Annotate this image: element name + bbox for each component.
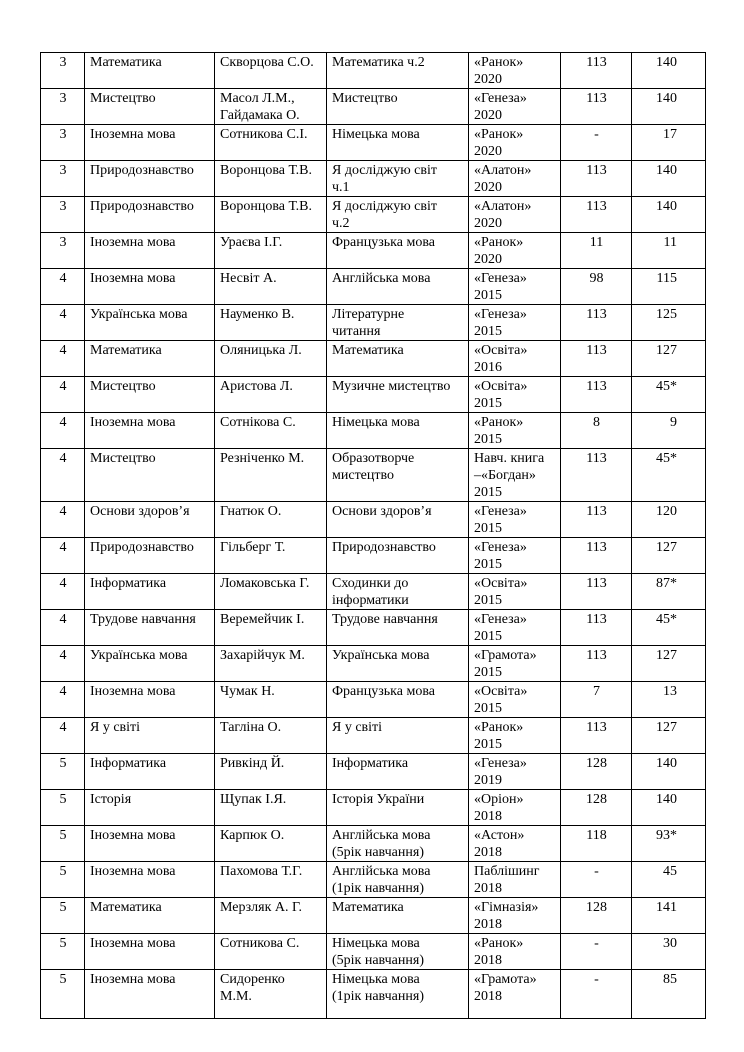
count2-cell: 127 [632, 341, 706, 377]
title-cell: Трудове навчання [327, 610, 469, 646]
grade-cell: 5 [41, 898, 85, 934]
count2-cell: 141 [632, 898, 706, 934]
grade-cell: 5 [41, 934, 85, 970]
subject-cell: Іноземна мова [85, 970, 215, 1019]
count2-cell: 45* [632, 610, 706, 646]
count2-cell: 140 [632, 197, 706, 233]
count1-cell: 98 [561, 269, 632, 305]
count1-cell: 113 [561, 610, 632, 646]
count2-cell: 127 [632, 718, 706, 754]
grade-cell: 4 [41, 574, 85, 610]
title-cell: Французька мова [327, 233, 469, 269]
grade-cell: 4 [41, 538, 85, 574]
publisher-cell: «Освіта» 2015 [469, 682, 561, 718]
author-cell: Сотнікова С. [215, 413, 327, 449]
title-cell: Німецька мова (5рік навчання) [327, 934, 469, 970]
subject-cell: Математика [85, 898, 215, 934]
publisher-cell: «Ранок» 2015 [469, 413, 561, 449]
title-cell: Музичне мистецтво [327, 377, 469, 413]
subject-cell: Мистецтво [85, 449, 215, 502]
count2-cell: 30 [632, 934, 706, 970]
publisher-cell: «Генеза» 2015 [469, 269, 561, 305]
author-cell: Резніченко М. [215, 449, 327, 502]
count1-cell: 128 [561, 754, 632, 790]
table-row [41, 125, 706, 161]
count2-cell: 115 [632, 269, 706, 305]
publisher-cell: «Гімназія» 2018 [469, 898, 561, 934]
author-cell: Пахомова Т.Г. [215, 862, 327, 898]
subject-cell: Інформатика [85, 754, 215, 790]
subject-cell: Іноземна мова [85, 826, 215, 862]
author-cell: Несвіт А. [215, 269, 327, 305]
subject-cell: Іноземна мова [85, 269, 215, 305]
publisher-cell: «Генеза» 2015 [469, 538, 561, 574]
grade-cell: 3 [41, 161, 85, 197]
table-row [41, 161, 706, 197]
table-row [41, 682, 706, 718]
subject-cell: Природознавство [85, 161, 215, 197]
title-cell: Сходинки до інформатики [327, 574, 469, 610]
grade-cell: 4 [41, 449, 85, 502]
subject-cell: Трудове навчання [85, 610, 215, 646]
author-cell: Захарійчук М. [215, 646, 327, 682]
author-cell: Сидоренко М.М. [215, 970, 327, 1019]
grade-cell: 4 [41, 682, 85, 718]
count2-cell: 125 [632, 305, 706, 341]
grade-cell: 3 [41, 125, 85, 161]
grade-cell: 4 [41, 413, 85, 449]
grade-cell: 4 [41, 341, 85, 377]
publisher-cell: «Ранок» 2020 [469, 233, 561, 269]
count2-cell: 140 [632, 89, 706, 125]
table-row [41, 413, 706, 449]
grade-cell: 3 [41, 89, 85, 125]
table-row [41, 341, 706, 377]
count1-cell: 113 [561, 89, 632, 125]
author-cell: Ураєва І.Г. [215, 233, 327, 269]
count2-cell: 140 [632, 53, 706, 89]
count1-cell: 113 [561, 161, 632, 197]
table-row [41, 233, 706, 269]
count1-cell: - [561, 934, 632, 970]
publisher-cell: «Генеза» 2015 [469, 305, 561, 341]
table-row [41, 934, 706, 970]
subject-cell: Основи здоров’я [85, 502, 215, 538]
author-cell: Сотникова С. [215, 934, 327, 970]
subject-cell: Математика [85, 53, 215, 89]
author-cell: Веремейчик І. [215, 610, 327, 646]
publisher-cell: «Ранок» 2020 [469, 53, 561, 89]
title-cell: Англійська мова (5рік навчання) [327, 826, 469, 862]
publisher-cell: «Алатон» 2020 [469, 197, 561, 233]
count2-cell: 127 [632, 538, 706, 574]
count2-cell: 9 [632, 413, 706, 449]
subject-cell: Історія [85, 790, 215, 826]
title-cell: Природознавство [327, 538, 469, 574]
count1-cell: - [561, 970, 632, 1019]
author-cell: Карпюк О. [215, 826, 327, 862]
table-row [41, 574, 706, 610]
table-row [41, 862, 706, 898]
subject-cell: Мистецтво [85, 89, 215, 125]
subject-cell: Мистецтво [85, 377, 215, 413]
author-cell: Тагліна О. [215, 718, 327, 754]
count1-cell: 113 [561, 53, 632, 89]
publisher-cell: Паблішинг 2018 [469, 862, 561, 898]
author-cell: Масол Л.М., Гайдамака О. [215, 89, 327, 125]
count1-cell: 113 [561, 305, 632, 341]
author-cell: Щупак І.Я. [215, 790, 327, 826]
subject-cell: Іноземна мова [85, 125, 215, 161]
subject-cell: Математика [85, 341, 215, 377]
count1-cell: 113 [561, 718, 632, 754]
subject-cell: Іноземна мова [85, 862, 215, 898]
grade-cell: 3 [41, 233, 85, 269]
publisher-cell: «Грамота» 2018 [469, 970, 561, 1019]
count2-cell: 45* [632, 377, 706, 413]
count2-cell: 13 [632, 682, 706, 718]
table-row [41, 449, 706, 502]
author-cell: Гнатюк О. [215, 502, 327, 538]
author-cell: Сотникова С.І. [215, 125, 327, 161]
grade-cell: 5 [41, 970, 85, 1019]
table-row [41, 970, 706, 1019]
author-cell: Ломаковська Г. [215, 574, 327, 610]
publisher-cell: «Освіта» 2016 [469, 341, 561, 377]
publisher-cell: «Грамота» 2015 [469, 646, 561, 682]
title-cell: Образотворче мистецтво [327, 449, 469, 502]
count1-cell: 113 [561, 377, 632, 413]
author-cell: Ривкінд Й. [215, 754, 327, 790]
table-row [41, 197, 706, 233]
count2-cell: 87* [632, 574, 706, 610]
publisher-cell: «Астон» 2018 [469, 826, 561, 862]
count2-cell: 45 [632, 862, 706, 898]
count1-cell: 128 [561, 898, 632, 934]
table-row [41, 53, 706, 89]
count2-cell: 11 [632, 233, 706, 269]
table-row [41, 377, 706, 413]
count1-cell: 113 [561, 341, 632, 377]
grade-cell: 4 [41, 718, 85, 754]
title-cell: Історія України [327, 790, 469, 826]
count1-cell: 113 [561, 502, 632, 538]
grade-cell: 5 [41, 754, 85, 790]
publisher-cell: «Ранок» 2015 [469, 718, 561, 754]
count1-cell: 118 [561, 826, 632, 862]
title-cell: Я досліджую світ ч.2 [327, 197, 469, 233]
table-row [41, 538, 706, 574]
title-cell: Літературне читання [327, 305, 469, 341]
publisher-cell: «Ранок» 2020 [469, 125, 561, 161]
title-cell: Математика [327, 898, 469, 934]
textbook-table [40, 52, 706, 1019]
count2-cell: 140 [632, 790, 706, 826]
author-cell: Воронцова Т.В. [215, 197, 327, 233]
subject-cell: Іноземна мова [85, 682, 215, 718]
grade-cell: 3 [41, 53, 85, 89]
publisher-cell: «Генеза» 2015 [469, 610, 561, 646]
title-cell: Я досліджую світ ч.1 [327, 161, 469, 197]
author-cell: Аристова Л. [215, 377, 327, 413]
count2-cell: 127 [632, 646, 706, 682]
title-cell: Мистецтво [327, 89, 469, 125]
count2-cell: 140 [632, 161, 706, 197]
count1-cell: 7 [561, 682, 632, 718]
grade-cell: 4 [41, 646, 85, 682]
publisher-cell: «Оріон» 2018 [469, 790, 561, 826]
title-cell: Я у світі [327, 718, 469, 754]
subject-cell: Іноземна мова [85, 233, 215, 269]
table-row [41, 610, 706, 646]
title-cell: Англійська мова [327, 269, 469, 305]
author-cell: Мерзляк А. Г. [215, 898, 327, 934]
title-cell: Основи здоров’я [327, 502, 469, 538]
author-cell: Оляницька Л. [215, 341, 327, 377]
subject-cell: Іноземна мова [85, 934, 215, 970]
grade-cell: 4 [41, 610, 85, 646]
grade-cell: 5 [41, 826, 85, 862]
count2-cell: 120 [632, 502, 706, 538]
count1-cell: 113 [561, 449, 632, 502]
count2-cell: 17 [632, 125, 706, 161]
count1-cell: 11 [561, 233, 632, 269]
subject-cell: Українська мова [85, 305, 215, 341]
count2-cell: 93* [632, 826, 706, 862]
count1-cell: - [561, 125, 632, 161]
publisher-cell: «Освіта» 2015 [469, 377, 561, 413]
table-row [41, 754, 706, 790]
author-cell: Скворцова С.О. [215, 53, 327, 89]
table-row [41, 89, 706, 125]
subject-cell: Українська мова [85, 646, 215, 682]
count1-cell: 8 [561, 413, 632, 449]
author-cell: Науменко В. [215, 305, 327, 341]
subject-cell: Іноземна мова [85, 413, 215, 449]
publisher-cell: «Генеза» 2019 [469, 754, 561, 790]
table-row [41, 826, 706, 862]
count1-cell: 113 [561, 538, 632, 574]
title-cell: Українська мова [327, 646, 469, 682]
count2-cell: 140 [632, 754, 706, 790]
grade-cell: 5 [41, 862, 85, 898]
table-row [41, 502, 706, 538]
table-row [41, 898, 706, 934]
grade-cell: 4 [41, 305, 85, 341]
count1-cell: 113 [561, 574, 632, 610]
grade-cell: 4 [41, 377, 85, 413]
publisher-cell: «Генеза» 2015 [469, 502, 561, 538]
table-row [41, 718, 706, 754]
publisher-cell: «Генеза» 2020 [469, 89, 561, 125]
subject-cell: Я у світі [85, 718, 215, 754]
grade-cell: 4 [41, 269, 85, 305]
title-cell: Німецька мова (1рік навчання) [327, 970, 469, 1019]
subject-cell: Природознавство [85, 197, 215, 233]
author-cell: Чумак Н. [215, 682, 327, 718]
subject-cell: Природознавство [85, 538, 215, 574]
publisher-cell: «Освіта» 2015 [469, 574, 561, 610]
publisher-cell: «Ранок» 2018 [469, 934, 561, 970]
subject-cell: Інформатика [85, 574, 215, 610]
author-cell: Воронцова Т.В. [215, 161, 327, 197]
table-row [41, 646, 706, 682]
count1-cell: 113 [561, 646, 632, 682]
table-row [41, 305, 706, 341]
title-cell: Англійська мова (1рік навчання) [327, 862, 469, 898]
grade-cell: 3 [41, 197, 85, 233]
title-cell: Німецька мова [327, 125, 469, 161]
author-cell: Гільберг Т. [215, 538, 327, 574]
table-row [41, 269, 706, 305]
count2-cell: 85 [632, 970, 706, 1019]
table-row [41, 790, 706, 826]
count1-cell: 128 [561, 790, 632, 826]
title-cell: Німецька мова [327, 413, 469, 449]
count1-cell: - [561, 862, 632, 898]
grade-cell: 4 [41, 502, 85, 538]
grade-cell: 5 [41, 790, 85, 826]
count1-cell: 113 [561, 197, 632, 233]
publisher-cell: «Алатон» 2020 [469, 161, 561, 197]
title-cell: Математика [327, 341, 469, 377]
title-cell: Французька мова [327, 682, 469, 718]
publisher-cell: Навч. книга –«Богдан» 2015 [469, 449, 561, 502]
title-cell: Інформатика [327, 754, 469, 790]
title-cell: Математика ч.2 [327, 53, 469, 89]
count2-cell: 45* [632, 449, 706, 502]
